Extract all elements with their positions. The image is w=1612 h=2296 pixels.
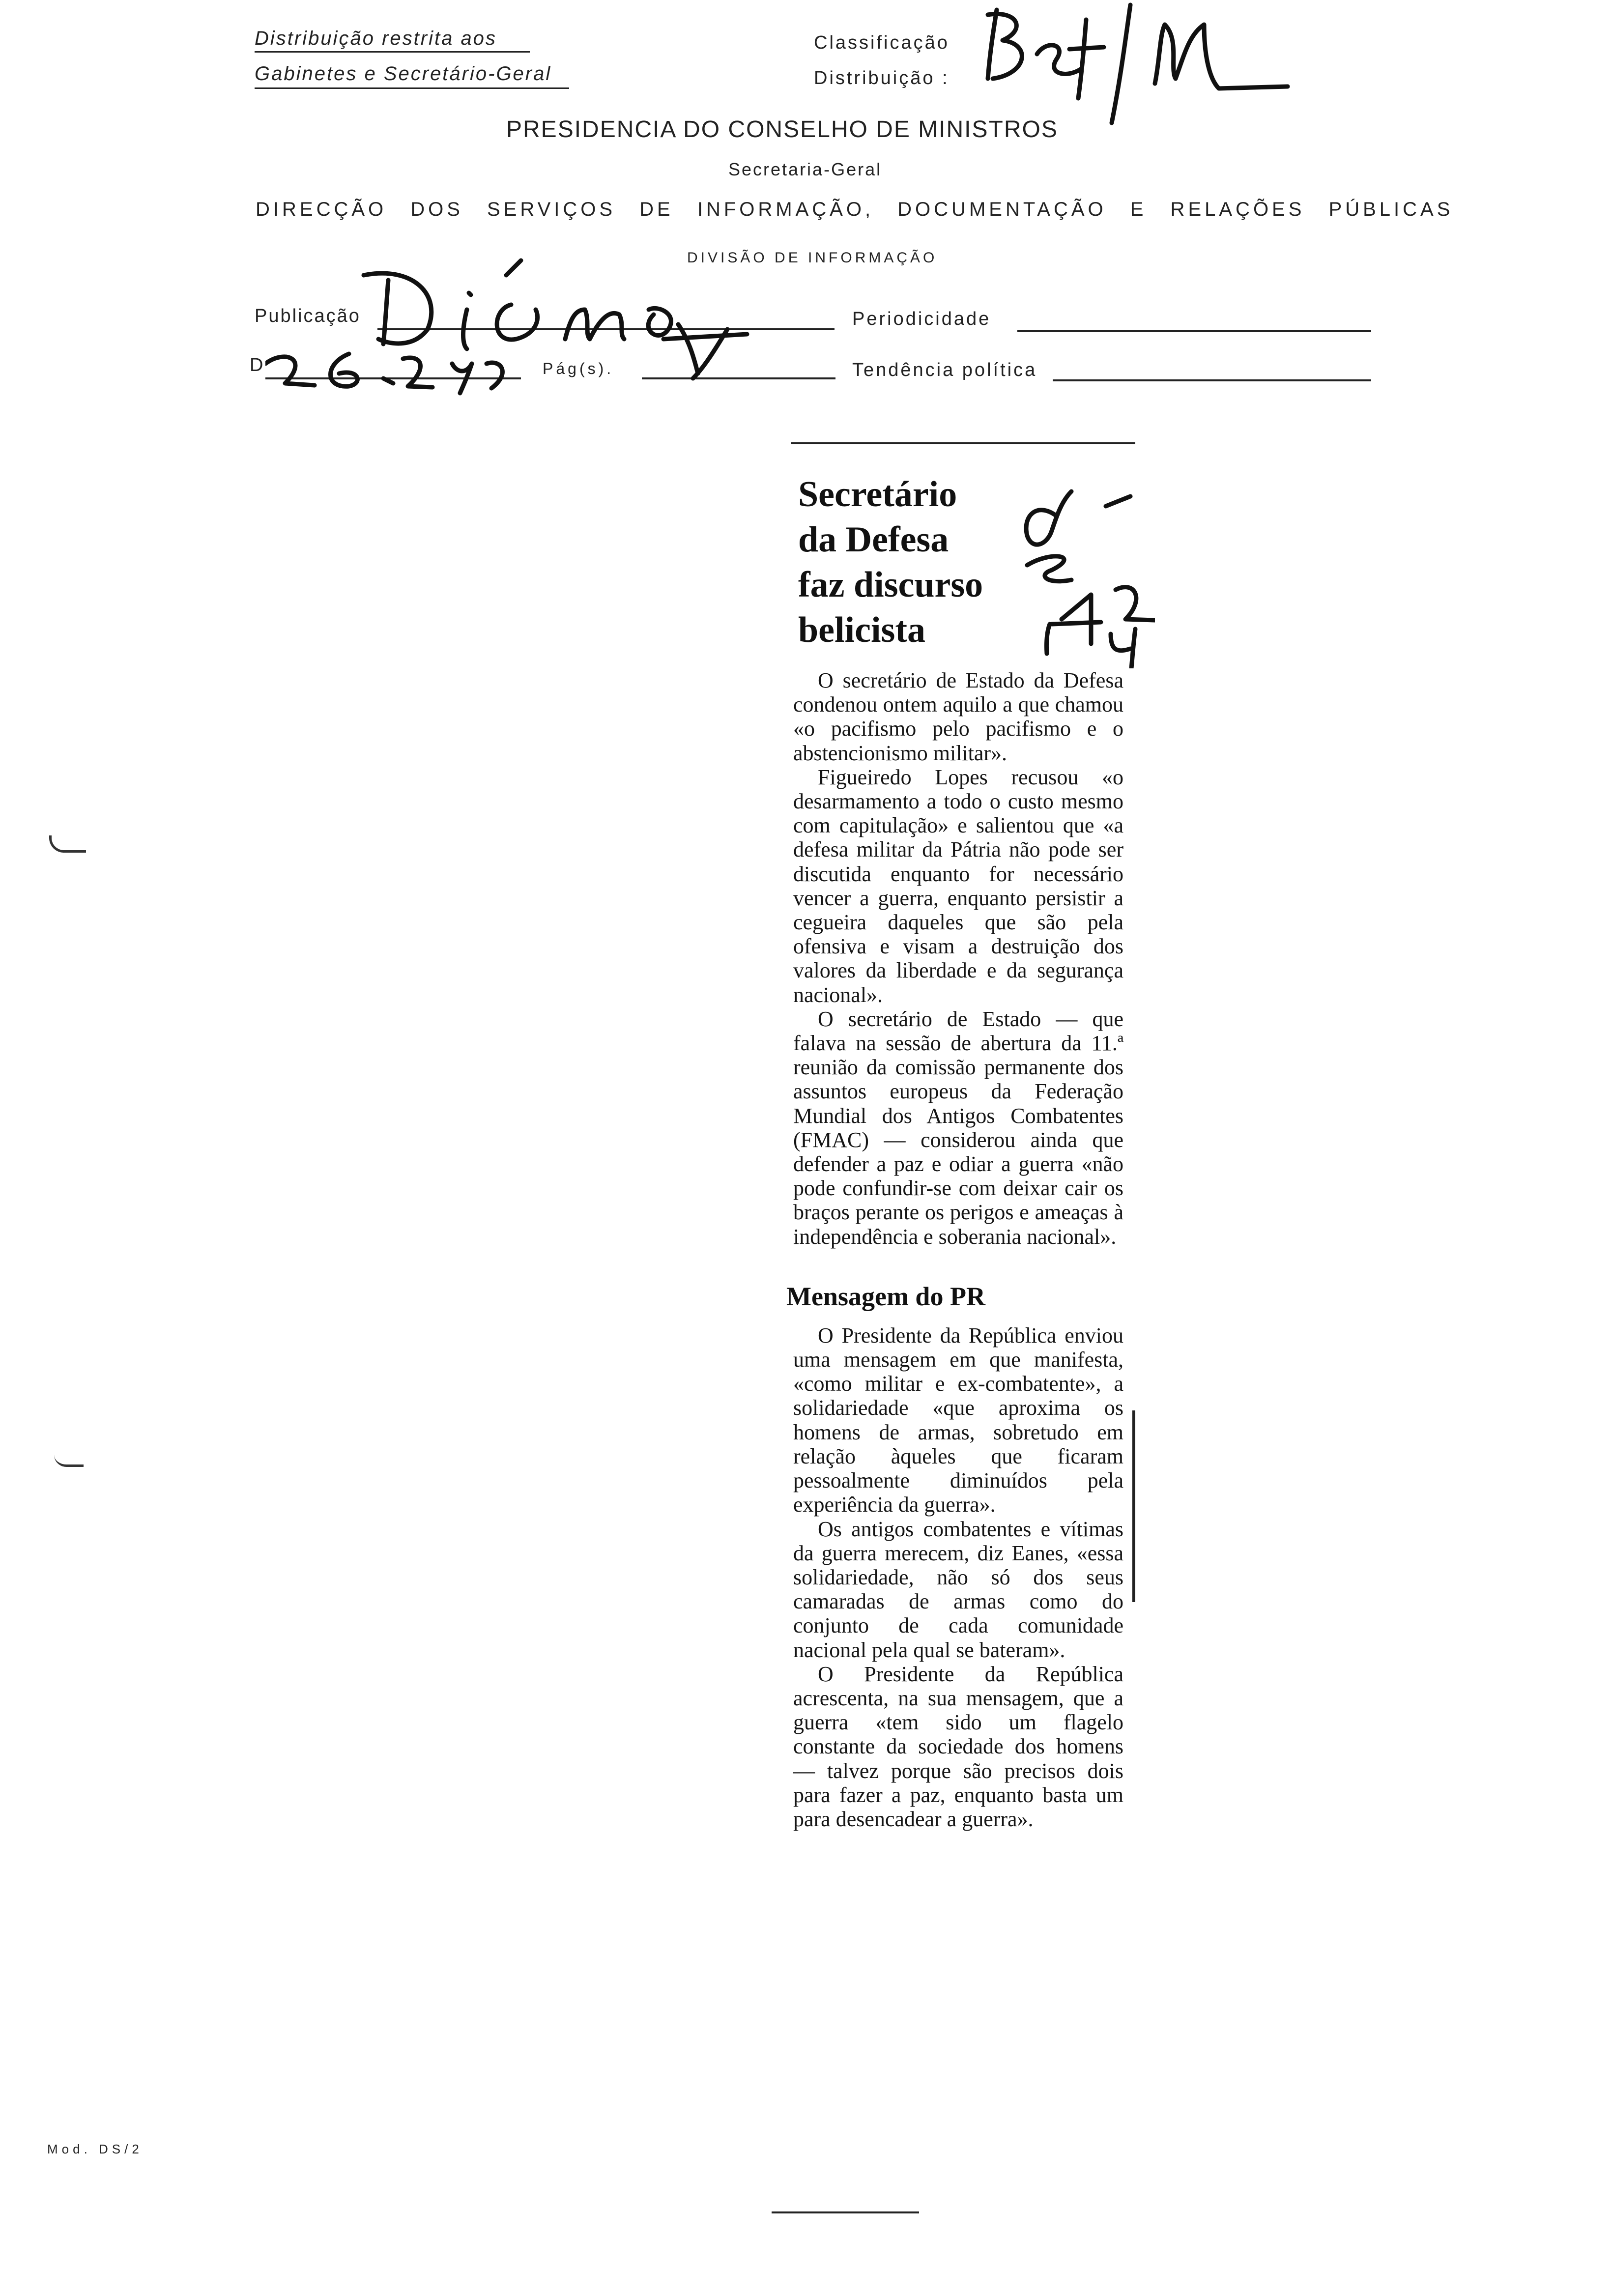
article-title [798,472,983,653]
article-paragraph: Figueiredo Lopes recusou «o desarmamento a todo o custo mesmo com capitulação» e salientou que «a defesa militar da Pátria não pode ser discutida enquanto for necessário vencer a guerra, enquanto persistir a cegueira daqueles que são pela ofensiva e visam a destruição dos valores da liberdade e da segurança nacional». [793,765,1123,1007]
article-subheading: Mensagem do PR [786,1281,985,1311]
date-label: D [250,355,263,375]
distribution-label: Distribuição : [814,68,950,88]
division: DIVISÃO DE INFORMAÇÃO [687,250,938,266]
directorate: DIRECÇÃO DOS SERVIÇOS DE INFORMAÇÃO, DOCUMENTAÇÃO E RELAÇÕES PÚBLICAS [256,199,1454,220]
article-top-rule [791,442,1135,444]
handwritten-date [265,344,541,398]
distribution-line-2: Gabinetes e Secretário-Geral [255,63,552,85]
org-subtitle: Secretaria-Geral [728,159,882,179]
article-paragraph: Os antigos combatentes e vítimas da guerra merecem, diz Eanes, «essa solidariedade, não só dos seus camaradas de armas como do conjunto de cada comunidade nacional pela qual se bateram». [793,1517,1123,1662]
distribution-underline-1 [255,51,530,53]
pages-label: Pág(s). [543,360,614,377]
article-paragraph: O Presidente da República acrescenta, na sua mensagem, que a guerra «tem sido um flagelo constante da sociedade dos homens — talvez porque são precisos dois para fazer a paz, enquanto basta um para desencadear a guerra». [793,1662,1123,1831]
punch-mark [54,1455,84,1467]
org-title: PRESIDENCIA DO CONSELHO DE MINISTROS [506,116,1058,143]
political-field-line [1053,379,1371,381]
margin-pen-mark [1132,1410,1135,1602]
publication-label: Publicação [255,306,361,326]
article-paragraph: O secretário de Estado da Defesa condenou ontem aquilo a que chamou «o pacifismo pelo pacifismo e o abstencionismo militar». [793,668,1123,765]
article-body [786,668,1123,1831]
handwritten-classification-mark [973,0,1317,128]
article-title-line: belicista [798,610,925,650]
periodicity-label: Periodicidade [852,309,991,329]
classification-label: Classificação [814,32,950,53]
handwritten-pages [659,319,777,383]
handwritten-margin-note [1017,487,1155,668]
distribution-underline-2 [255,87,569,89]
article-title-line: Secretário [798,474,957,515]
form-code: Mod. DS/2 [47,2142,143,2156]
article-title-line: faz discurso [798,565,983,605]
article-title-line: da Defesa [798,519,949,560]
distribution-line-1: Distribuição restrita aos [255,28,497,49]
political-label: Tendência política [852,360,1037,380]
periodicity-field-line [1017,330,1371,332]
article-paragraph: O secretário de Estado — que falava na sessão de abertura da 11.ª reunião da comissão permanente dos assuntos europeus da Federação Mundial dos Antigos Combatentes (FMAC) — considerou ainda que defender a paz e odiar a guerra «não pode confundir-se com deixar cair os braços perante os perigos e ameaças à independência e soberania nacional». [793,1006,1123,1249]
article-paragraph: O Presidente da República enviou uma mensagem em que manifesta, «como militar e ex-combatente», a solidariedade «que aproxima os homens de armas, sobretudo em relação àqueles que ficaram pessoalmente diminuídos pela experiência da guerra». [793,1323,1123,1517]
punch-mark [49,835,86,853]
article-bottom-rule [772,2211,919,2213]
